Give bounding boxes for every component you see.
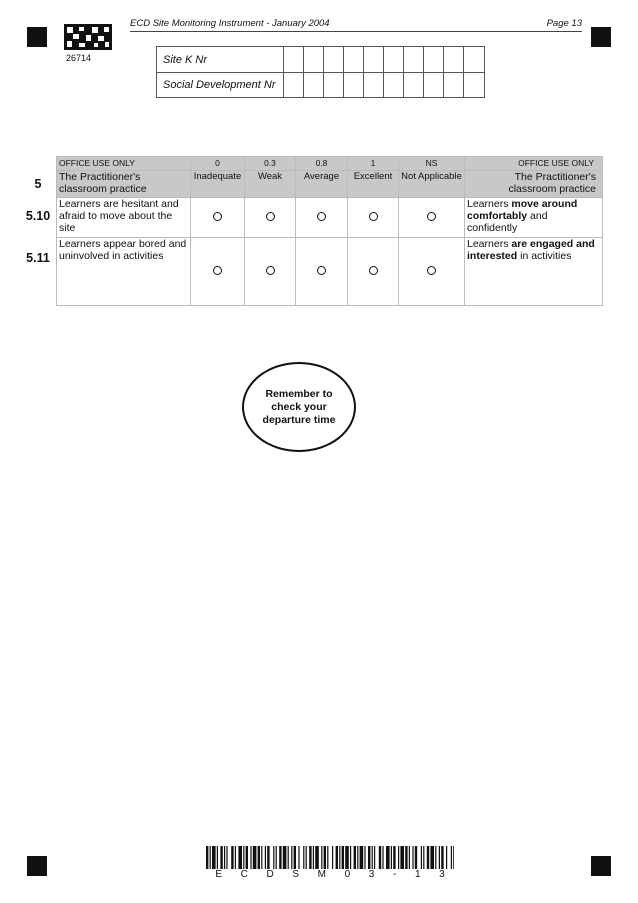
registration-marker-top-right — [591, 27, 611, 47]
site-k-nr-cells[interactable] — [283, 47, 483, 72]
scale-average: Average — [296, 171, 348, 198]
radio-5-10-excellent[interactable] — [369, 212, 378, 221]
score-0-3: 0.3 — [245, 157, 296, 171]
form-number: 26714 — [66, 53, 92, 63]
item-5-10-negative: Learners are hesitant and afraid to move about the site — [57, 198, 191, 238]
social-development-nr-label: Social Development Nr — [163, 79, 276, 91]
barcode — [206, 846, 454, 869]
section-number: 5 — [34, 177, 42, 191]
item-5-11-negative: Learners appear bored and uninvolved in activities — [57, 238, 191, 306]
table-row — [57, 238, 603, 306]
rating-table — [56, 156, 603, 306]
scale-not-applicable: Not Applicable — [399, 171, 465, 198]
item-5-10-positive: Learners move around comfortably and confidently — [465, 198, 603, 238]
radio-5-10-weak[interactable] — [266, 212, 275, 221]
radio-5-10-inadequate[interactable] — [213, 212, 222, 221]
radio-5-10-not-applicable[interactable] — [427, 212, 436, 221]
scale-excellent: Excellent — [348, 171, 399, 198]
social-development-nr-row — [157, 72, 484, 97]
radio-5-11-average[interactable] — [317, 266, 326, 275]
page-number: Page 13 — [546, 18, 582, 29]
office-use-row — [57, 157, 603, 171]
score-ns: NS — [399, 157, 465, 171]
scale-weak: Weak — [245, 171, 296, 198]
office-use-right: OFFICE USE ONLY — [465, 157, 603, 171]
item-number-5-11: 5.11 — [26, 251, 50, 265]
section-title-right: The Practitioner's classroom practice — [465, 171, 603, 198]
scale-inadequate: Inadequate — [191, 171, 245, 198]
office-use-left: OFFICE USE ONLY — [57, 157, 191, 171]
social-development-nr-cells[interactable] — [283, 72, 483, 97]
radio-5-11-excellent[interactable] — [369, 266, 378, 275]
score-0-8: 0.8 — [296, 157, 348, 171]
site-k-nr-row — [157, 47, 484, 73]
departure-time-reminder — [242, 362, 356, 452]
document-title: ECD Site Monitoring Instrument - January 2004 — [130, 18, 330, 29]
registration-marker-bottom-left — [27, 856, 47, 876]
barcode-text: E C D S M 0 3 - 1 3 — [215, 869, 445, 880]
table-row — [57, 198, 603, 238]
radio-5-11-not-applicable[interactable] — [427, 266, 436, 275]
section-title-left: The Practitioner's classroom practice — [57, 171, 191, 198]
reminder-text: Remember to check your departure time — [262, 387, 336, 426]
section-header-row — [57, 171, 603, 198]
registration-marker-top-left — [27, 27, 47, 47]
registration-marker-bottom-right — [591, 856, 611, 876]
item-number-5-10: 5.10 — [25, 209, 51, 223]
radio-5-10-average[interactable] — [317, 212, 326, 221]
page-header — [130, 18, 582, 32]
radio-5-11-inadequate[interactable] — [213, 266, 222, 275]
item-5-11-positive: Learners are engaged and interested in activities — [465, 238, 603, 306]
form-code-graphic — [64, 24, 112, 50]
radio-5-11-weak[interactable] — [266, 266, 275, 275]
score-1: 1 — [348, 157, 399, 171]
site-k-nr-label: Site K Nr — [163, 54, 208, 66]
score-0: 0 — [191, 157, 245, 171]
site-number-box — [156, 46, 485, 98]
